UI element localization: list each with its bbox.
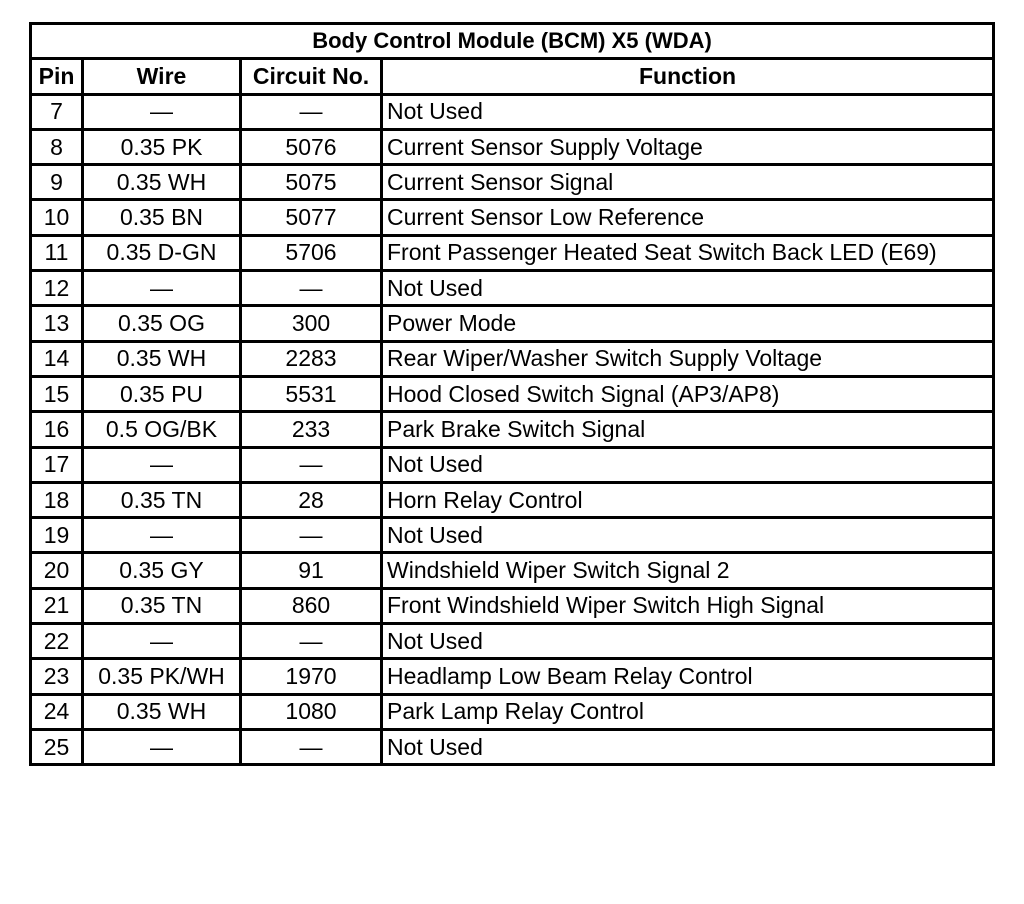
function-cell: Headlamp Low Beam Relay Control bbox=[382, 659, 994, 694]
table-row bbox=[31, 588, 994, 623]
function-cell: Current Sensor Low Reference bbox=[382, 200, 994, 235]
wire-cell: — bbox=[83, 624, 241, 659]
wire-cell: 0.35 WH bbox=[83, 341, 241, 376]
wire-cell: — bbox=[83, 447, 241, 482]
table-row bbox=[31, 341, 994, 376]
wire-cell: 0.35 TN bbox=[83, 588, 241, 623]
function-cell: Not Used bbox=[382, 94, 994, 129]
pin-cell: 15 bbox=[31, 376, 83, 411]
circuit-cell: 860 bbox=[241, 588, 382, 623]
function-cell: Horn Relay Control bbox=[382, 482, 994, 517]
pin-cell: 16 bbox=[31, 412, 83, 447]
function-cell: Hood Closed Switch Signal (AP3/AP8) bbox=[382, 376, 994, 411]
function-cell: Not Used bbox=[382, 624, 994, 659]
wire-cell: 0.35 OG bbox=[83, 306, 241, 341]
wire-cell: — bbox=[83, 518, 241, 553]
table-row bbox=[31, 694, 994, 729]
pin-cell: 12 bbox=[31, 271, 83, 306]
circuit-cell: 5076 bbox=[241, 129, 382, 164]
pin-cell: 23 bbox=[31, 659, 83, 694]
pin-cell: 22 bbox=[31, 624, 83, 659]
function-cell: Front Passenger Heated Seat Switch Back LED (E69) bbox=[382, 235, 994, 270]
table-row bbox=[31, 624, 994, 659]
circuit-cell: — bbox=[241, 518, 382, 553]
table-row bbox=[31, 129, 994, 164]
function-cell: Current Sensor Supply Voltage bbox=[382, 129, 994, 164]
function-cell: Front Windshield Wiper Switch High Signal bbox=[382, 588, 994, 623]
pin-cell: 8 bbox=[31, 129, 83, 164]
wire-cell: — bbox=[83, 94, 241, 129]
table-row bbox=[31, 447, 994, 482]
circuit-cell: 5706 bbox=[241, 235, 382, 270]
circuit-cell: 5531 bbox=[241, 376, 382, 411]
wire-cell: 0.35 PK/WH bbox=[83, 659, 241, 694]
function-cell: Current Sensor Signal bbox=[382, 165, 994, 200]
wire-cell: — bbox=[83, 271, 241, 306]
function-cell: Windshield Wiper Switch Signal 2 bbox=[382, 553, 994, 588]
function-cell: Park Lamp Relay Control bbox=[382, 694, 994, 729]
table-row bbox=[31, 376, 994, 411]
circuit-cell: — bbox=[241, 94, 382, 129]
header-pin: Pin bbox=[31, 59, 83, 94]
circuit-cell: — bbox=[241, 447, 382, 482]
wire-cell: 0.35 BN bbox=[83, 200, 241, 235]
pin-cell: 25 bbox=[31, 729, 83, 764]
connector-pinout-table bbox=[29, 22, 995, 766]
table-row bbox=[31, 306, 994, 341]
wire-cell: 0.35 PU bbox=[83, 376, 241, 411]
wire-cell: 0.35 GY bbox=[83, 553, 241, 588]
header-function: Function bbox=[382, 59, 994, 94]
table-row bbox=[31, 271, 994, 306]
pin-cell: 20 bbox=[31, 553, 83, 588]
pin-cell: 18 bbox=[31, 482, 83, 517]
pin-cell: 24 bbox=[31, 694, 83, 729]
wire-cell: 0.5 OG/BK bbox=[83, 412, 241, 447]
pin-cell: 11 bbox=[31, 235, 83, 270]
function-cell: Not Used bbox=[382, 518, 994, 553]
pin-cell: 13 bbox=[31, 306, 83, 341]
wire-cell: 0.35 PK bbox=[83, 129, 241, 164]
function-cell: Not Used bbox=[382, 447, 994, 482]
circuit-cell: 5075 bbox=[241, 165, 382, 200]
table-row bbox=[31, 729, 994, 764]
circuit-cell: 91 bbox=[241, 553, 382, 588]
circuit-cell: 300 bbox=[241, 306, 382, 341]
circuit-cell: 233 bbox=[241, 412, 382, 447]
title-row bbox=[31, 24, 994, 59]
pin-cell: 14 bbox=[31, 341, 83, 376]
function-cell: Not Used bbox=[382, 729, 994, 764]
circuit-cell: — bbox=[241, 624, 382, 659]
circuit-cell: 28 bbox=[241, 482, 382, 517]
table-row bbox=[31, 235, 994, 270]
wire-cell: 0.35 TN bbox=[83, 482, 241, 517]
header-wire: Wire bbox=[83, 59, 241, 94]
circuit-cell: 1970 bbox=[241, 659, 382, 694]
wire-cell: 0.35 WH bbox=[83, 165, 241, 200]
circuit-cell: 5077 bbox=[241, 200, 382, 235]
wire-cell: — bbox=[83, 729, 241, 764]
pin-cell: 7 bbox=[31, 94, 83, 129]
circuit-cell: 2283 bbox=[241, 341, 382, 376]
function-cell: Power Mode bbox=[382, 306, 994, 341]
function-cell: Rear Wiper/Washer Switch Supply Voltage bbox=[382, 341, 994, 376]
table-row bbox=[31, 553, 994, 588]
circuit-cell: 1080 bbox=[241, 694, 382, 729]
pin-cell: 10 bbox=[31, 200, 83, 235]
table-title: Body Control Module (BCM) X5 (WDA) bbox=[31, 24, 994, 59]
circuit-cell: — bbox=[241, 271, 382, 306]
function-cell: Park Brake Switch Signal bbox=[382, 412, 994, 447]
table-row bbox=[31, 659, 994, 694]
function-cell: Not Used bbox=[382, 271, 994, 306]
table-row bbox=[31, 482, 994, 517]
pin-cell: 17 bbox=[31, 447, 83, 482]
table-row bbox=[31, 200, 994, 235]
wire-cell: 0.35 WH bbox=[83, 694, 241, 729]
pin-cell: 19 bbox=[31, 518, 83, 553]
pin-cell: 21 bbox=[31, 588, 83, 623]
table-row bbox=[31, 165, 994, 200]
wire-cell: 0.35 D-GN bbox=[83, 235, 241, 270]
table-row bbox=[31, 412, 994, 447]
pin-cell: 9 bbox=[31, 165, 83, 200]
table-row bbox=[31, 518, 994, 553]
table-row bbox=[31, 94, 994, 129]
circuit-cell: — bbox=[241, 729, 382, 764]
header-circuit: Circuit No. bbox=[241, 59, 382, 94]
header-row bbox=[31, 59, 994, 94]
